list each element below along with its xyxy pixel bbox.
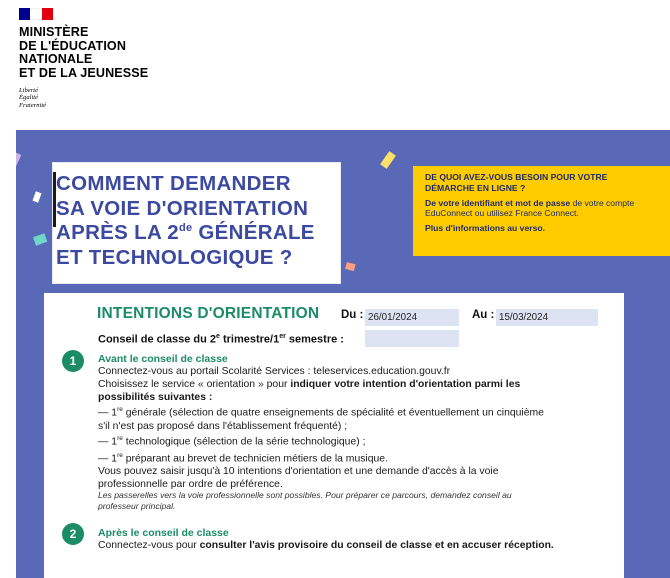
ministry-line-3: NATIONALE bbox=[19, 52, 93, 67]
option-generale-dash: — 1 bbox=[98, 407, 118, 419]
step-2-title: Après le conseil de classe bbox=[98, 527, 229, 539]
flag-red-stripe bbox=[42, 8, 53, 20]
intentions-heading: INTENTIONS D'ORIENTATION bbox=[97, 305, 320, 322]
ministry-name bbox=[19, 26, 148, 80]
motto-liberte: Liberté bbox=[19, 87, 39, 94]
option-generale-sup: re bbox=[117, 406, 123, 414]
option-musique bbox=[98, 450, 598, 466]
callout-more-info: Plus d'informations au verso. bbox=[425, 223, 545, 234]
conseil-label-c: semestre : bbox=[285, 333, 344, 346]
conseil-label-a: Conseil de classe du 2 bbox=[98, 333, 216, 346]
conseil-sup-1: e bbox=[216, 333, 220, 340]
date-from-label: Du : bbox=[341, 309, 364, 321]
step-1-note-line-2: professeur principal. bbox=[98, 501, 176, 511]
step-1-line-3 bbox=[98, 392, 598, 405]
option-musique-sup: re bbox=[117, 451, 123, 459]
title-line-3-sup: de bbox=[179, 222, 193, 235]
option-techno-text: technologique (sélection de la série technologique) ; bbox=[122, 436, 366, 448]
option-generale bbox=[98, 404, 598, 420]
ministry-line-4: ET DE LA JEUNESSE bbox=[19, 65, 149, 80]
republic-motto bbox=[19, 87, 46, 109]
title-line-2: SA VOIE D'ORIENTATION bbox=[56, 196, 309, 220]
step-1-line-3-bold: possibilités suivantes : bbox=[98, 391, 213, 403]
step-1-tail-1: Vous pouvez saisir jusqu'à 10 intentions d'orientation et une demande d'accès à la voie bbox=[98, 465, 499, 477]
title-line-1: COMMENT DEMANDER bbox=[56, 172, 291, 195]
title-line-3 bbox=[56, 221, 340, 246]
flag-blue-stripe bbox=[19, 8, 30, 20]
option-generale-text: générale (sélection de quatre enseignements de spécialité et éventuellement un cinquième bbox=[122, 407, 544, 419]
title-line-3-a: APRÈS LA 2 bbox=[56, 221, 179, 244]
motto-egalite: Égalité bbox=[19, 94, 39, 102]
option-techno-sup: re bbox=[117, 435, 123, 443]
step-2-line bbox=[98, 540, 598, 553]
conseil-sup-2: er bbox=[279, 333, 286, 340]
option-musique-dash: — 1 bbox=[98, 453, 118, 465]
conseil-label bbox=[98, 333, 344, 346]
title-line-4: ET TECHNOLOGIQUE ? bbox=[56, 245, 293, 269]
step-2-line-bold: consulter l'avis provisoire du conseil de classe et en accuser réception. bbox=[199, 540, 554, 551]
step-2-line-plain: Connectez-vous pour bbox=[98, 540, 200, 551]
conseil-label-b: trimestre/1 bbox=[219, 333, 280, 346]
callout-answer-bold: De votre identifiant et mot de passe bbox=[425, 197, 571, 208]
step-2-body bbox=[98, 540, 598, 553]
ministry-line-1: MINISTÈRE bbox=[19, 25, 89, 39]
step-2-badge: 2 bbox=[62, 523, 84, 545]
date-from-field[interactable]: 26/01/2024 bbox=[365, 309, 459, 326]
callout-text bbox=[425, 172, 635, 234]
date-to-label: Au : bbox=[472, 309, 495, 321]
step-1-badge: 1 bbox=[62, 350, 84, 372]
step-1-tail-2: professionnelle par ordre de préférence. bbox=[98, 478, 283, 490]
ministry-line-2: DE L'ÉDUCATION bbox=[19, 38, 127, 53]
step-1-line-1: Connectez-vous au portail Scolarité Services : teleservices.education.gouv.fr bbox=[98, 366, 451, 377]
poster-title bbox=[56, 172, 340, 270]
conseil-field[interactable] bbox=[365, 330, 459, 347]
step-1-note bbox=[98, 490, 598, 512]
option-technologique bbox=[98, 433, 598, 449]
callout-answer bbox=[425, 198, 635, 220]
option-techno-dash: — 1 bbox=[98, 436, 118, 448]
callout-question: DE QUOI AVEZ-VOUS BESOIN POUR VOTRE DÉMARCHE EN LIGNE ? bbox=[425, 172, 608, 193]
option-generale-cont: s'il n'est pas proposé dans l'établissement fréquenté) ; bbox=[98, 420, 348, 432]
flag-white-stripe bbox=[30, 8, 41, 20]
option-musique-text: préparant au brevet de technicien métiers de la musique. bbox=[122, 453, 388, 465]
title-line-3-b: GÉNÉRALE bbox=[192, 221, 315, 244]
french-flag bbox=[19, 8, 53, 20]
step-1-note-line-1: Les passerelles vers la voie professionnelle sont possibles. Pour préparer ce parcours, demandez conseil au bbox=[98, 490, 512, 500]
step-1-line-2 bbox=[98, 379, 598, 392]
step-1-title: Avant le conseil de classe bbox=[98, 353, 228, 365]
step-1-line-2-plain: Choisissez le service « orientation » pour bbox=[98, 378, 291, 390]
motto-fraternite: Fraternité bbox=[19, 101, 47, 109]
date-to-field[interactable]: 15/03/2024 bbox=[496, 309, 598, 326]
step-1-line-2-bold: indiquer votre intention d'orientation parmi les bbox=[290, 378, 521, 390]
step-1-body bbox=[98, 366, 598, 492]
callout-answer-rest: de votre compte EduConnect ou utilisez France Connect. bbox=[425, 197, 635, 219]
